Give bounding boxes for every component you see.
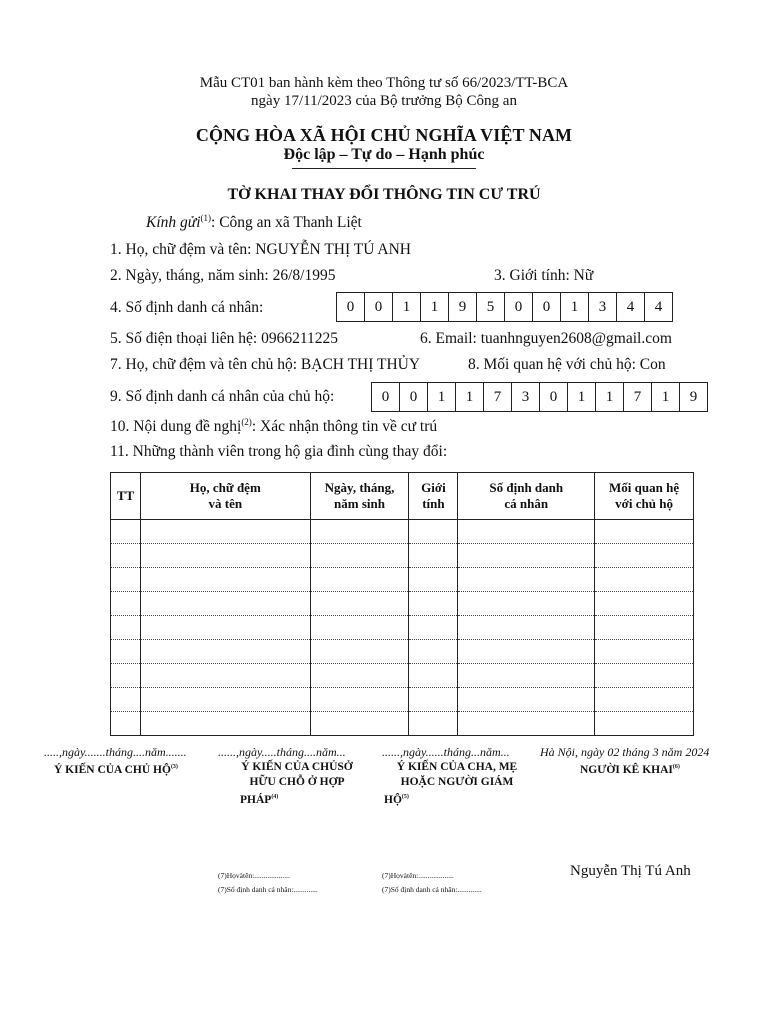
table-cell[interactable]	[140, 688, 310, 712]
recipient-note: (1)	[200, 213, 212, 223]
table-row	[111, 568, 694, 592]
field-full-name: 1. Họ, chữ đệm và tên: NGUYỄN THỊ TÚ ANH	[110, 241, 411, 258]
field-phone: 5. Số điện thoại liên hệ: 0966211225	[110, 330, 339, 347]
recipient-label: Kính gửi	[146, 214, 201, 232]
table-cell[interactable]	[111, 640, 141, 664]
id-digit: 0	[365, 293, 393, 321]
table-cell[interactable]	[111, 568, 141, 592]
id-digit: 7	[624, 383, 652, 411]
date-line-declarant: Hà Nội, ngày 02 tháng 3 năm 2024	[540, 745, 710, 759]
decree-line-1: Mẫu CT01 ban hành kèm theo Thông tư số 66/2023/TT-BCA	[199, 75, 569, 91]
recipient-value: : Công an xã Thanh Liệt	[211, 214, 362, 232]
table-cell[interactable]	[310, 592, 409, 616]
field-personal-id-label: 4. Số định danh cá nhân:	[110, 299, 264, 316]
id-digit: 3	[512, 383, 540, 411]
table-row	[111, 664, 694, 688]
table-row	[111, 592, 694, 616]
id-digit: 9	[689, 388, 698, 405]
table-cell[interactable]	[458, 664, 595, 688]
table-cell[interactable]	[458, 544, 595, 568]
table-cell[interactable]	[409, 544, 458, 568]
table-cell[interactable]	[458, 520, 595, 544]
col-header-id: Số định danh cá nhân	[458, 473, 595, 520]
id-digit: 9	[449, 293, 477, 321]
table-cell[interactable]	[595, 544, 694, 568]
date-line-head: .....,ngày.......tháng....năm.......	[44, 745, 187, 759]
table-cell[interactable]	[458, 712, 595, 736]
table-row	[111, 616, 694, 640]
members-table-body	[111, 520, 694, 736]
table-cell[interactable]	[409, 616, 458, 640]
table-cell[interactable]	[111, 520, 141, 544]
table-cell[interactable]	[140, 568, 310, 592]
table-cell[interactable]	[595, 712, 694, 736]
table-cell[interactable]	[140, 664, 310, 688]
table-cell[interactable]	[409, 664, 458, 688]
table-cell[interactable]	[409, 640, 458, 664]
table-cell[interactable]	[595, 616, 694, 640]
table-row	[111, 544, 694, 568]
table-cell[interactable]	[310, 640, 409, 664]
table-cell[interactable]	[595, 592, 694, 616]
id-digit: 1	[596, 383, 624, 411]
table-cell[interactable]	[111, 664, 141, 688]
sig-title-head: Ý KIẾN CỦA CHỦ HỘ$^{(3)}$	[54, 763, 178, 776]
id-digit: 0	[505, 293, 533, 321]
field-head-name: 7. Họ, chữ đệm và tên chủ hộ: BẠCH THỊ THỦY	[110, 356, 421, 373]
date-line-owner: ......,ngày.....tháng....năm...	[218, 745, 346, 759]
table-cell[interactable]	[458, 568, 595, 592]
field-request	[110, 417, 437, 436]
col-header-birth: Ngày, tháng, năm sinh	[310, 473, 409, 520]
table-cell[interactable]	[458, 592, 595, 616]
head-id-boxes	[371, 382, 708, 412]
table-cell[interactable]	[140, 712, 310, 736]
field-email: 6. Email: tuanhnguyen2608@gmail.com	[420, 330, 672, 347]
id-digit: 1	[428, 383, 456, 411]
field-relationship: 8. Mối quan hệ với chủ hộ: Con	[468, 356, 666, 373]
table-cell[interactable]	[310, 616, 409, 640]
col-header-gender: Giới tính	[409, 473, 458, 520]
note-name-owner: (7)Họvàtên:...................	[218, 871, 290, 880]
note-id-guardian: (7)Số định danh cá nhân:.............	[382, 885, 482, 894]
sig-title-owner: Ý KIẾN CỦA CHỦSỞ HỮU CHỖ Ở HỢP PHÁP$^{(4)}$	[240, 761, 353, 806]
table-cell[interactable]	[595, 520, 694, 544]
id-digit: 4	[617, 293, 645, 321]
id-digit: 7	[484, 383, 512, 411]
field-members-heading: 11. Những thành viên trong hộ gia đình cùng thay đổi:	[110, 443, 448, 460]
table-cell[interactable]	[140, 520, 310, 544]
table-row	[111, 688, 694, 712]
col-header-index: TT	[111, 473, 141, 520]
table-cell[interactable]	[111, 616, 141, 640]
date-line-guardian: ......,ngày......tháng...năm...	[382, 745, 510, 759]
id-digit: 0	[533, 293, 561, 321]
id-digit: 3	[589, 293, 617, 321]
table-cell[interactable]	[595, 664, 694, 688]
table-cell[interactable]	[140, 616, 310, 640]
id-digit: 1	[568, 383, 596, 411]
table-cell[interactable]	[310, 568, 409, 592]
id-digit: 0	[372, 383, 400, 411]
id-digit: 4	[654, 298, 663, 315]
table-cell[interactable]	[409, 688, 458, 712]
id-digit: 1	[652, 383, 680, 411]
table-cell[interactable]	[140, 544, 310, 568]
table-cell[interactable]	[111, 712, 141, 736]
form-title: TỜ KHAI THAY ĐỔI THÔNG TIN CƯ TRÚ	[227, 186, 541, 203]
col-header-relation: Mối quan hệ với chủ hộ	[595, 473, 694, 520]
table-cell[interactable]	[458, 640, 595, 664]
table-row	[111, 520, 694, 544]
id-digit: 1	[421, 293, 449, 321]
sig-title-guardian: Ý KIẾN CỦA CHA, MẸ HOẶC NGƯỜI GIÁM HỘ$^{(5)}$	[384, 761, 518, 806]
table-row	[111, 640, 694, 664]
table-cell[interactable]	[409, 592, 458, 616]
table-cell[interactable]	[310, 544, 409, 568]
table-cell[interactable]	[111, 544, 141, 568]
signer-name: Nguyễn Thị Tú Anh	[570, 863, 691, 879]
table-cell[interactable]	[595, 688, 694, 712]
members-table	[110, 472, 694, 736]
table-cell[interactable]	[409, 712, 458, 736]
table-cell[interactable]	[458, 688, 595, 712]
motto: Độc lập – Tự do – Hạnh phúc	[283, 146, 485, 163]
table-row	[111, 712, 694, 736]
id-digit: 0	[400, 383, 428, 411]
table-cell[interactable]	[458, 616, 595, 640]
nation-title: CỘNG HÒA XÃ HỘI CHỦ NGHĨA VIỆT NAM	[195, 125, 573, 145]
id-digit: 1	[393, 293, 421, 321]
field-head-id-label: 9. Số định danh cá nhân của chủ hộ:	[110, 388, 335, 405]
id-digit: 1	[456, 383, 484, 411]
table-cell[interactable]	[310, 712, 409, 736]
table-cell[interactable]	[595, 640, 694, 664]
sig-title-declarant: NGƯỜI KÊ KHAI$^{(6)}$	[580, 763, 680, 776]
id-digit: 5	[477, 293, 505, 321]
field-birth-date: 2. Ngày, tháng, năm sinh: 26/8/1995	[110, 267, 336, 284]
table-cell[interactable]	[111, 688, 141, 712]
table-cell[interactable]	[595, 568, 694, 592]
col-header-name: Họ, chữ đệm và tên	[140, 473, 310, 520]
note-id-owner: (7)Số định danh cá nhân:.............	[218, 885, 318, 894]
field-gender: 3. Giới tính: Nữ	[494, 267, 594, 284]
id-digit: 0	[337, 293, 365, 321]
id-digit: 0	[540, 383, 568, 411]
personal-id-boxes	[336, 292, 673, 322]
table-cell[interactable]	[310, 664, 409, 688]
table-cell[interactable]	[409, 520, 458, 544]
table-cell[interactable]	[310, 688, 409, 712]
table-cell[interactable]	[310, 520, 409, 544]
motto-underline	[292, 168, 476, 169]
request-value: : Xác nhận thông tin về cư trú	[251, 418, 438, 436]
recipient-line	[146, 213, 362, 232]
request-note: (2)	[241, 417, 252, 427]
table-cell[interactable]	[140, 592, 310, 616]
table-cell[interactable]	[409, 568, 458, 592]
request-label: 10. Nội dung đề nghị	[110, 418, 242, 436]
table-cell[interactable]	[140, 640, 310, 664]
decree-line-2: ngày 17/11/2023 của Bộ trưởng Bộ Công an	[251, 93, 517, 109]
table-cell[interactable]	[111, 592, 141, 616]
id-digit: 1	[561, 293, 589, 321]
note-name-guardian: (7)Họvàtên:...................	[382, 871, 454, 880]
